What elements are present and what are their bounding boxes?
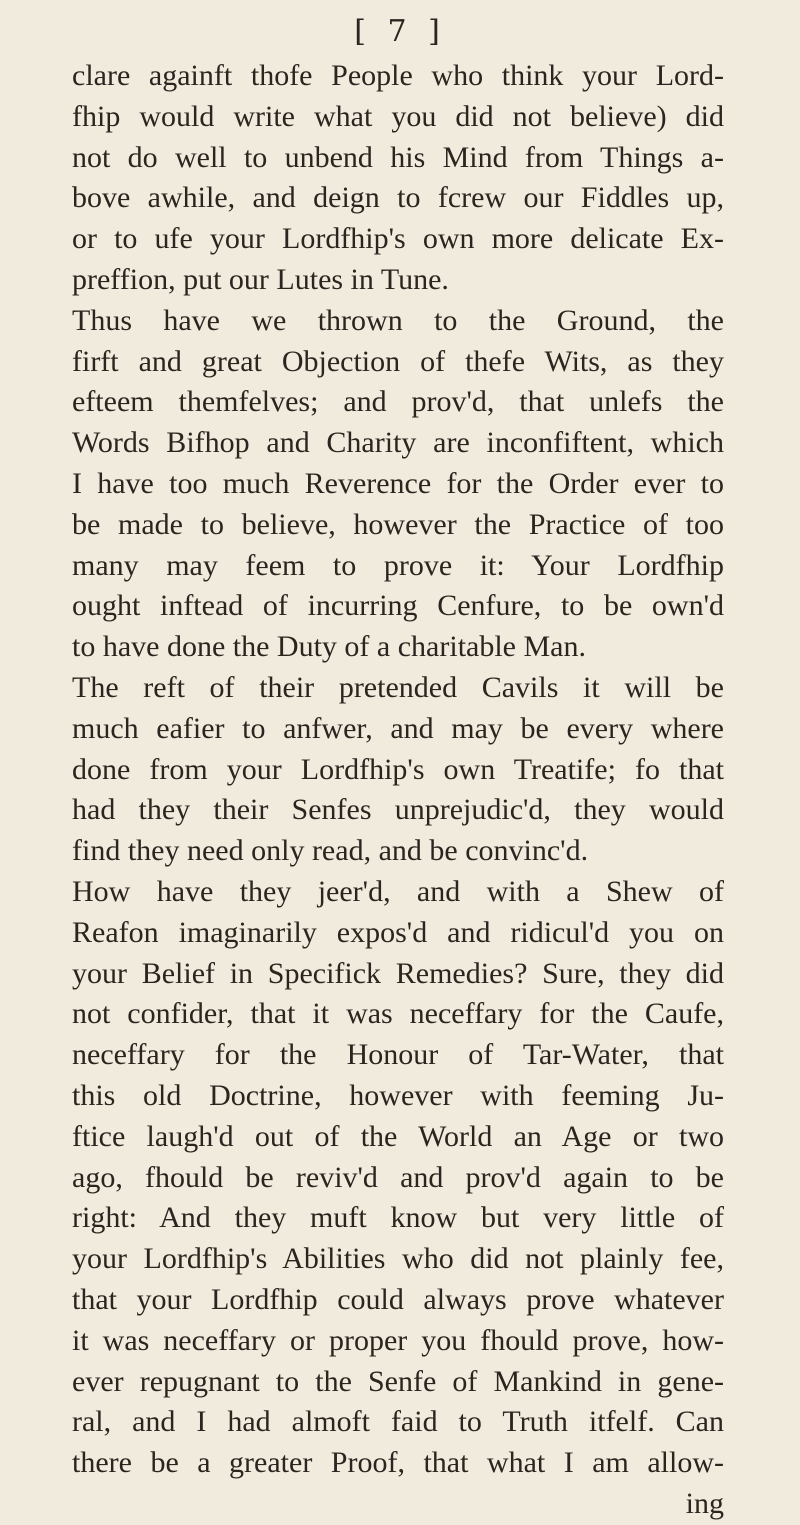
text-line: ral, and I had almoft faid to Truth itfelf. Can xyxy=(72,1405,724,1439)
text-line: bove awhile, and deign to fcrew our Fiddles up, xyxy=(72,181,724,215)
text-line: find they need only read, and be convinc'd. xyxy=(72,834,589,868)
text-line: done from your Lordfhip's own Treatife; fo that xyxy=(72,752,724,786)
text-line: right: And they muft know but very little of xyxy=(72,1201,724,1235)
text-line: ought inftead of incurring Cenfure, to be own'd xyxy=(72,589,724,623)
text-line: ever repugnant to the Senfe of Mankind in gene- xyxy=(72,1364,724,1398)
text-line: your Belief in Specifick Remedies? Sure, they did xyxy=(72,956,724,990)
text-line: to have done the Duty of a charitable Man. xyxy=(72,630,586,664)
text-line: Reafon imaginarily expos'd and ridicul'd you on xyxy=(72,915,724,949)
page-number: [ 7 ] xyxy=(354,14,446,49)
text-line: your Lordfhip's Abilities who did not plainly fee, xyxy=(72,1242,724,1276)
text-line: or to ufe your Lordfhip's own more delicate Ex- xyxy=(72,222,724,256)
text-line: many may feem to prove it: Your Lordfhip xyxy=(72,548,724,582)
text-line: Words Bifhop and Charity are inconfiftent, which xyxy=(72,426,724,460)
text-line: preffion, put our Lutes in Tune. xyxy=(72,262,449,296)
text-line: The reft of their pretended Cavils it will be xyxy=(72,670,724,704)
text-line: that your Lordfhip could always prove whatever xyxy=(72,1282,724,1316)
text-line: ago, fhould be reviv'd and prov'd again to be xyxy=(72,1160,724,1194)
text-line: there be a greater Proof, that what I am allow- xyxy=(72,1446,724,1480)
text-line: be made to believe, however the Practice of too xyxy=(72,507,724,541)
body-text xyxy=(72,56,724,1525)
text-line: clare againft thofe People who think your Lord- xyxy=(72,59,724,92)
text-line: neceffary for the Honour of Tar-Water, that xyxy=(72,1038,724,1072)
text-line: this old Doctrine, however with feeming Ju- xyxy=(72,1078,724,1112)
text-line: Thus have we thrown to the Ground, the xyxy=(72,303,724,337)
text-line: it was neceffary or proper you fhould prove, how- xyxy=(72,1323,724,1357)
text-line: not do well to unbend his Mind from Things a- xyxy=(72,140,724,174)
text-line: not confider, that it was neceffary for the Caufe, xyxy=(72,997,724,1031)
text-line: How have they jeer'd, and with a Shew of xyxy=(72,874,724,908)
text-line: had they their Senfes unprejudic'd, they would xyxy=(72,793,724,827)
catchword: ing xyxy=(685,1486,724,1520)
text-line: much eafier to anfwer, and may be every where xyxy=(72,711,724,745)
text-line: efteem themfelves; and prov'd, that unlefs the xyxy=(72,385,724,419)
text-line: I have too much Reverence for the Order ever to xyxy=(72,466,724,500)
text-line: ftice laugh'd out of the World an Age or two xyxy=(72,1119,724,1153)
text-line: firft and great Objection of thefe Wits, as they xyxy=(72,344,724,378)
text-line: fhip would write what you did not believe) did xyxy=(72,99,724,133)
